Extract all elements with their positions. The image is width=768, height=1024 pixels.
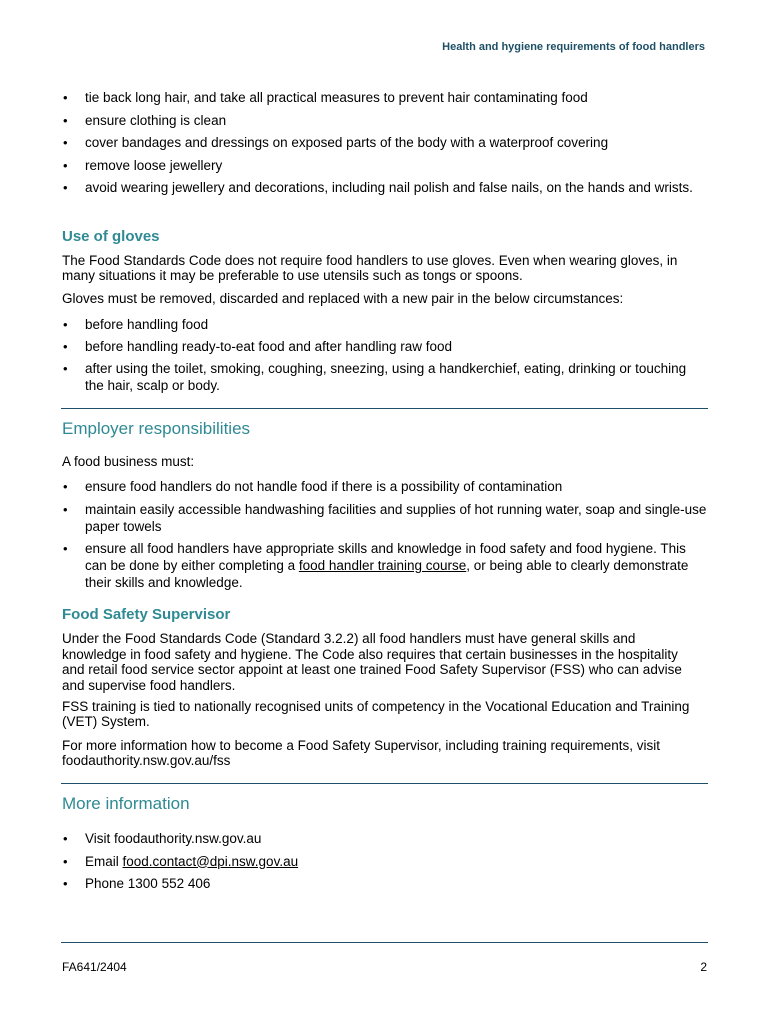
list-item: [62, 501, 707, 535]
section-heading-fss: Food Safety Supervisor: [62, 606, 231, 623]
visit-text: Visit foodauthority.nsw.gov.au: [85, 831, 262, 846]
list-item-text: ensure clothing is clean: [85, 112, 227, 128]
bullet-icon: •: [63, 479, 68, 494]
section-divider: [61, 783, 708, 784]
bullet-icon: •: [63, 501, 68, 517]
bullet-icon: •: [63, 876, 68, 891]
training-course-link[interactable]: food handler training course: [298, 558, 467, 573]
list-item-text: tie back long hair, and take all practical measures to prevent hair contaminating food: [85, 90, 588, 105]
gloves-paragraph: The Food Standards Code does not require food handlers to use gloves. Even when wearing gloves, in many situations it may be preferable to use utensils such as tongs or spoons.: [62, 253, 678, 283]
list-item: [62, 540, 707, 591]
phone-text: Phone 1300 552 406: [85, 876, 211, 891]
list-item: [62, 830, 707, 847]
document-code: FA641/2404: [62, 960, 127, 974]
list-item-text-after: , or being able to clearly demonstrate their skills and knowledge.: [85, 558, 689, 590]
list-item: [62, 853, 707, 870]
bullet-icon: •: [63, 157, 68, 173]
contact-list: [62, 830, 707, 898]
list-item: [62, 875, 707, 892]
email-link[interactable]: food.contact@dpi.nsw.gov.au: [122, 853, 299, 869]
list-item: [62, 179, 707, 196]
fss-more-info-paragraph: For more information how to become a Food Safety Supervisor, including training requirements, visit foodauthority.nsw.gov.au/fss: [62, 738, 661, 768]
page-number: 2: [700, 960, 707, 974]
bullet-icon: •: [63, 361, 68, 376]
list-item: [62, 478, 707, 495]
bullet-icon: •: [63, 831, 68, 846]
section-heading-employer: Employer responsibilities: [62, 419, 251, 438]
hygiene-list: [62, 89, 707, 202]
list-item: [62, 360, 707, 394]
footer-divider: [61, 942, 708, 943]
bullet-icon: •: [63, 853, 68, 869]
list-item: [62, 338, 707, 355]
fss-paragraph: Under the Food Standards Code (Standard 3.2.2) all food handlers must have general skills and knowledge in food safety and hygiene. The Code also requires that certain businesses in the hospitality and retail food service sector appoint at least one trained Food Safety Supervisor (FSS) who can advise and supervise food handlers.: [62, 631, 682, 693]
bullet-icon: •: [63, 339, 68, 354]
list-item: [62, 134, 707, 151]
list-item-text-before: ensure all food handlers have appropriate skills and knowledge in food safety and food hygiene. This can be done by either completing a: [85, 541, 686, 573]
bullet-icon: •: [63, 90, 68, 105]
employer-intro: A food business must:: [62, 454, 195, 469]
list-item: [62, 316, 707, 333]
list-item-text: avoid wearing jewellery and decorations, including nail polish and false nails, on the hands and wrists.: [85, 180, 693, 195]
list-item-text: cover bandages and dressings on exposed parts of the body with a waterproof covering: [85, 135, 609, 150]
list-item-text: before handling ready-to-eat food and after handling raw food: [85, 339, 453, 354]
section-heading-more-info: More information: [62, 794, 190, 813]
list-item: [62, 157, 707, 174]
list-item: [62, 112, 707, 129]
list-item-text: remove loose jewellery: [85, 157, 223, 173]
list-item-text: ensure food handlers do not handle food if there is a possibility of contamination: [85, 479, 563, 494]
page-header-title: Health and hygiene requirements of food handlers: [442, 41, 705, 53]
bullet-icon: •: [63, 135, 68, 150]
gloves-circumstances-paragraph: Gloves must be removed, discarded and replaced with a new pair in the below circumstances:: [62, 291, 624, 306]
bullet-icon: •: [63, 317, 68, 332]
email-label: Email: [85, 853, 123, 869]
bullet-icon: •: [63, 180, 68, 195]
list-item-text: maintain easily accessible handwashing facilities and supplies of hot running water, soap and single-use paper towels: [85, 501, 707, 534]
list-item-text: after using the toilet, smoking, coughing, sneezing, using a handkerchief, eating, drinking or touching the hair, scalp or body.: [85, 361, 687, 393]
list-item: [62, 89, 707, 106]
fss-training-paragraph: FSS training is tied to nationally recognised units of competency in the Vocational Education and Training (VET) System.: [62, 699, 690, 729]
list-item-text: before handling food: [85, 317, 209, 332]
gloves-list: [62, 316, 707, 399]
section-divider: [61, 408, 708, 409]
bullet-icon: •: [63, 541, 68, 556]
section-heading-gloves: Use of gloves: [62, 228, 160, 245]
employer-list: [62, 478, 707, 597]
bullet-icon: •: [63, 112, 68, 128]
